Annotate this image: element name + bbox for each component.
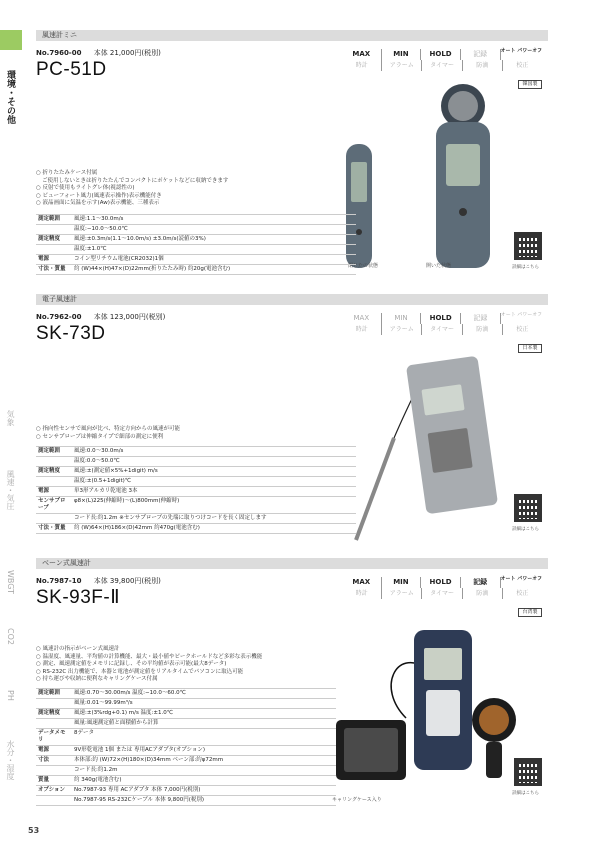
bullet: ○ 温湿度、風速量、平均値の計算機能、最大・最小値やピークホールドなど多彩な表示機能 <box>36 653 263 660</box>
feature-hold: HOLD <box>421 577 461 588</box>
product-section-sk73d <box>36 294 548 544</box>
model-name: SK-93F-Ⅱ <box>36 587 121 608</box>
caption-open: 開いた状態 <box>426 263 452 269</box>
qr-caption: 詳細はこちら <box>512 527 539 532</box>
table-row: 測定範囲 風速:0.0〜30.0m/s <box>36 447 356 457</box>
bullet: ○ 液晶画面に気温を示す(Aw)表示機能、三種表示 <box>36 200 160 206</box>
sidebar-item-ph[interactable]: PH <box>6 690 15 701</box>
feature-timer: タイマー <box>422 324 462 335</box>
feature-min: MIN <box>382 49 422 60</box>
sidebar-item-weather[interactable]: 気象 <box>6 410 15 426</box>
category-band: 電子風速計 <box>36 294 548 305</box>
product-code: No.7962-00 <box>36 313 82 321</box>
feature-timer: タイマー <box>422 588 462 599</box>
table-row: 測定精度 風速:±0.3m/s(1.1〜10.0m/s) ±3.0m/s(読値の3%) <box>36 235 356 245</box>
table-row: 風量:風速測定値と面積値から計算 <box>36 719 336 729</box>
table-row: 測定精度 風速:±(測定値×5%+1digit) m/s <box>36 467 356 477</box>
table-row: 電源 コイン型リチウム電池(CR2032)1個 <box>36 255 356 265</box>
qr-code[interactable] <box>514 232 542 260</box>
table-row: 寸法 本体部:約 (W)72×(H)180×(D)34mm ベーン部:約φ72mm <box>36 756 336 766</box>
product-section-sk93f <box>36 558 548 820</box>
table-row: 測定精度 風速:±(3%rdg+0.1) m/s 温度:±1.0℃ <box>36 709 336 719</box>
sidebar-item-wind-pressure[interactable]: 風速・気圧 <box>6 470 15 510</box>
table-row: 温度:−10.0〜50.0℃ <box>36 225 356 235</box>
feature-drip-proof: 防滴 <box>463 588 503 599</box>
country-badge: 韓国製 <box>518 80 542 89</box>
feature-auto-power-off: オート パワーオフ <box>500 48 542 54</box>
table-row: 寸法・質量 約 (W)44×(H)47×(D)22mm(折りたたみ時) 約20g(電池含む) <box>36 265 356 275</box>
spec-table <box>36 688 336 806</box>
feature-bullets <box>36 170 336 208</box>
sidebar-item-co2[interactable]: CO2 <box>6 628 15 645</box>
table-row: 寸法・質量 約 (W)64×(H)186×(D)42mm 約470g(電池含む) <box>36 524 356 534</box>
feature-clock: 時計 <box>342 588 382 599</box>
feature-min: MIN <box>382 313 422 324</box>
page-number: 53 <box>28 826 40 835</box>
bullet: ご使用しないときは折りたたんでコンパクトにポケットなどに収納できます <box>42 177 229 184</box>
table-row: データメモリ 8データ <box>36 729 336 746</box>
side-tab-marker <box>0 30 22 50</box>
bullet: ○ センサプローブは伸縮タイプで細部の測定に便利 <box>36 433 164 440</box>
feature-alarm: アラーム <box>382 588 422 599</box>
feature-max: MAX <box>342 313 382 324</box>
product-price: 本体 123,000円(税別) <box>93 313 166 321</box>
model-name: PC-51D <box>36 59 107 80</box>
table-row: 温度:±1.0℃ <box>36 245 356 255</box>
feature-hold: HOLD <box>421 49 461 60</box>
device-image <box>336 608 516 798</box>
table-row: 温度:±(0.5+1digit)℃ <box>36 477 356 487</box>
qr-caption: 詳細はこちら <box>512 265 539 270</box>
feature-drip-proof: 防滴 <box>463 324 503 335</box>
feature-auto-power-off: オート パワーオフ <box>500 576 542 582</box>
sidebar-item-moisture[interactable]: 水分・湿度 <box>6 740 15 780</box>
table-row: コード長:約1.2m ※センサプローブの先端に取りつけコードを長く固定します <box>36 514 356 524</box>
bullet: ○ 測定、風速測定値をメモリに記録し、その平均値が表示可能(最大8データ) <box>36 661 227 667</box>
table-row: 測定範囲 風速:1.1〜30.0m/s <box>36 215 356 225</box>
table-row: センサプローブ φ8×(L)225(伸縮時)〜(L)800mm(伸縮時) <box>36 497 356 514</box>
table-row: 温度:0.0〜50.0℃ <box>36 457 356 467</box>
feature-clock: 時計 <box>342 324 382 335</box>
feature-clock: 時計 <box>342 60 382 71</box>
table-row: No.7987-95 RS-232Cケーブル 本体 9,800円(税別) <box>36 796 336 806</box>
table-row: 質量 約 340g(電池含む) <box>36 776 336 786</box>
table-row: 風量:0.01〜99.99m³/s <box>36 699 336 709</box>
bullet: ○ RS-232C 出力機能で、本器と電池が測定値をリアルタイムでパソコンに取込可能 <box>36 668 244 675</box>
feature-max: MAX <box>342 577 382 588</box>
device-open-image <box>428 82 498 272</box>
feature-timer: タイマー <box>422 60 462 71</box>
spec-table <box>36 446 356 534</box>
product-price: 本体 39,800円(税別) <box>93 577 161 585</box>
category-band: 風速計ミニ <box>36 30 548 41</box>
feature-table <box>342 313 542 335</box>
table-row: 電源 単3形アルカリ乾電池 3本 <box>36 487 356 497</box>
feature-calibration: 校正 <box>516 62 529 69</box>
bullet: ○ 折りたたみケース付属 <box>36 170 98 176</box>
country-badge: 台湾製 <box>518 608 542 617</box>
feature-auto-power-off: オート パワーオフ <box>500 312 543 318</box>
bullet: ○ ビューフォート風力(風速表示操作)表示機能付き <box>36 192 162 199</box>
sidebar-active-section: 環境・その他 <box>5 70 15 124</box>
feature-drip-proof: 防滴 <box>463 60 503 71</box>
qr-caption: 詳細はこちら <box>512 791 539 796</box>
product-code: No.7987-10 <box>36 577 82 585</box>
product-section-pc51d <box>36 30 548 280</box>
country-badge: 日本製 <box>518 344 542 353</box>
spec-table <box>36 214 356 275</box>
feature-record: 記録 <box>461 577 501 588</box>
feature-alarm: アラーム <box>382 324 422 335</box>
product-price: 本体 21,000円(税別) <box>93 49 161 57</box>
feature-bullets <box>36 646 336 684</box>
feature-table <box>342 49 542 71</box>
sidebar-item-wbgt[interactable]: WBGT <box>6 570 15 595</box>
caption-closed: 閉じたの状態 <box>348 263 379 269</box>
feature-bullets <box>36 426 336 441</box>
qr-code[interactable] <box>514 494 542 522</box>
feature-calibration: 校正 <box>516 326 529 333</box>
category-band: ベーン式風速計 <box>36 558 548 569</box>
product-code: No.7960-00 <box>36 49 82 57</box>
feature-max: MAX <box>342 49 382 60</box>
feature-alarm: アラーム <box>382 60 422 71</box>
caption-carrying-case: キャリングケース入り <box>332 797 382 803</box>
feature-table <box>342 577 542 599</box>
table-row: オプション No.7987-93 専用 ACアダプタ 本体 7,000円(税別) <box>36 786 336 796</box>
feature-hold: HOLD <box>421 313 461 324</box>
bullet: ○ 指向性センサで風向が比べ、特定方向からの風速が可能 <box>36 426 181 432</box>
feature-calibration: 校正 <box>516 590 529 597</box>
model-name: SK-73D <box>36 323 106 344</box>
device-image <box>336 350 506 550</box>
feature-record: 記録 <box>461 49 501 60</box>
table-row: 測定範囲 風速:0.70〜30.00m/s 温度:−10.0〜60.0℃ <box>36 689 336 699</box>
feature-record: 記録 <box>461 313 501 324</box>
bullet: ○ 風速計の指示がベーン式風速計 <box>36 646 120 652</box>
table-row: 電源 9V形乾電池 1個 または 専用ACアダプタ(オプション) <box>36 746 336 756</box>
bullet: ○ 反射で使用もライトグレ体(視認性の) <box>36 185 135 191</box>
feature-min: MIN <box>382 577 422 588</box>
qr-code[interactable] <box>514 758 542 786</box>
bullet: ○ 持ち運びや収納に便利なキャリングケース付属 <box>36 676 158 682</box>
table-row: コード長:約1.2m <box>36 766 336 776</box>
